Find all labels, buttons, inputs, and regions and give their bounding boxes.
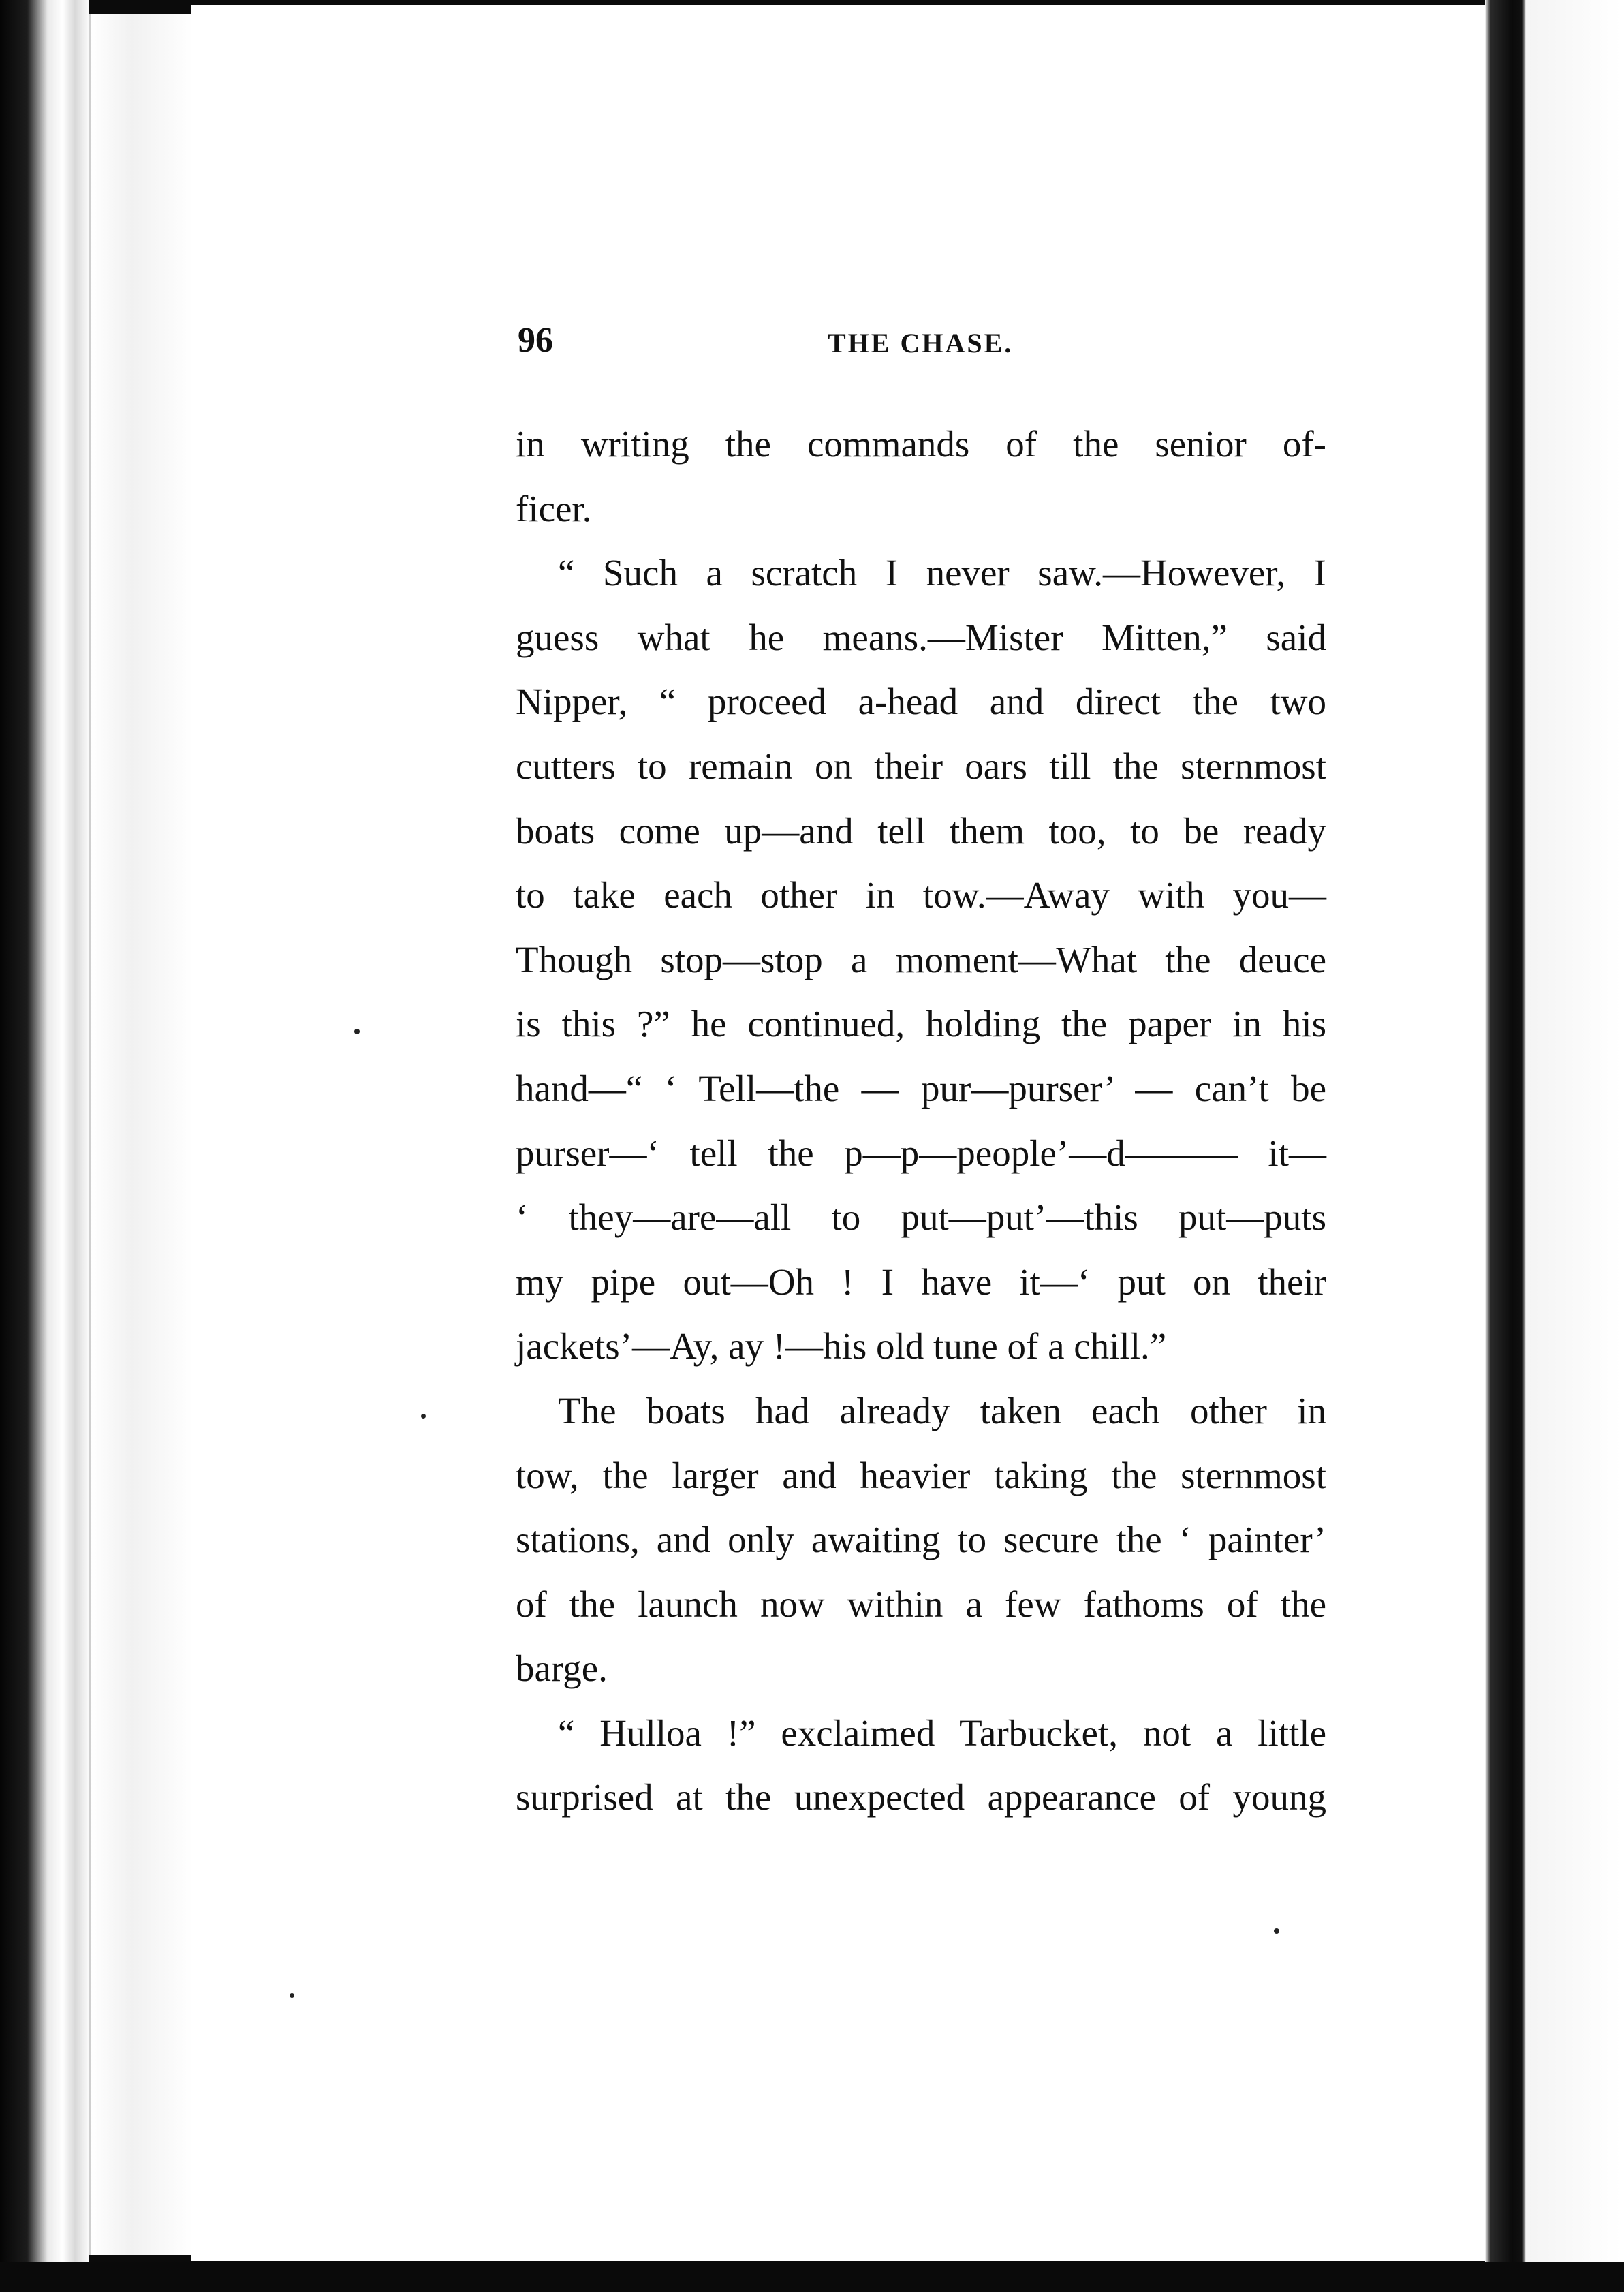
page-header bbox=[518, 320, 1328, 368]
text-line: to take each other in tow.—Away with you— bbox=[516, 874, 1326, 916]
page-number: 96 bbox=[518, 321, 553, 360]
speck bbox=[290, 1993, 294, 1998]
text-line: hand—“ ‘ Tell—the — pur—purser’ — can’t be bbox=[516, 1067, 1326, 1109]
speck bbox=[421, 1414, 426, 1419]
text-line: “ Hulloa !” exclaimed Tarbucket, not a little bbox=[558, 1712, 1326, 1754]
text-line: The boats had already taken each other in bbox=[558, 1389, 1326, 1431]
text-line: cutters to remain on their oars till the sternmost bbox=[516, 745, 1326, 787]
text-line: purser—‘ tell the p—p—people’—d——— it— bbox=[516, 1132, 1326, 1174]
text-line: ficer. bbox=[516, 487, 592, 529]
text-line: surprised at the unexpected appearance of young bbox=[516, 1776, 1326, 1818]
left-binding-edge bbox=[0, 0, 89, 2292]
text-line: jackets’—Ay, ay !—his old tune of a chill.” bbox=[516, 1325, 1167, 1367]
speck bbox=[354, 1029, 360, 1034]
text-line: barge. bbox=[516, 1647, 608, 1690]
text-line: “ Such a scratch I never saw.—However, I bbox=[558, 552, 1326, 594]
right-binding-edge bbox=[1485, 0, 1624, 2292]
text-line: in writing the commands of the senior of- bbox=[516, 423, 1326, 465]
text-line: guess what he means.—Mister Mitten,” said bbox=[516, 616, 1326, 658]
text-line: stations, and only awaiting to secure the ‘ painter’ bbox=[516, 1519, 1326, 1561]
text-line: Though stop—stop a moment—What the deuce bbox=[516, 938, 1326, 980]
text-line: boats come up—and tell them too, to be ready bbox=[516, 809, 1326, 852]
text-line: tow, the larger and heavier taking the sternmost bbox=[516, 1454, 1326, 1496]
text-line: ‘ they—are—all to put—put’—this put—puts bbox=[516, 1196, 1326, 1239]
body-text bbox=[516, 412, 1326, 1830]
running-head: THE CHASE. bbox=[828, 328, 1014, 358]
text-line: Nipper, “ proceed a-head and direct the two bbox=[516, 681, 1326, 723]
text-line: is this ?” he continued, holding the paper in his bbox=[516, 1003, 1326, 1045]
text-line: of the launch now within a few fathoms of the bbox=[516, 1583, 1326, 1625]
page-fore-edge bbox=[89, 14, 193, 2255]
bottom-shadow bbox=[0, 2262, 1624, 2292]
text-line: my pipe out—Oh ! I have it—‘ put on their bbox=[516, 1260, 1326, 1303]
speck bbox=[1274, 1928, 1279, 1934]
